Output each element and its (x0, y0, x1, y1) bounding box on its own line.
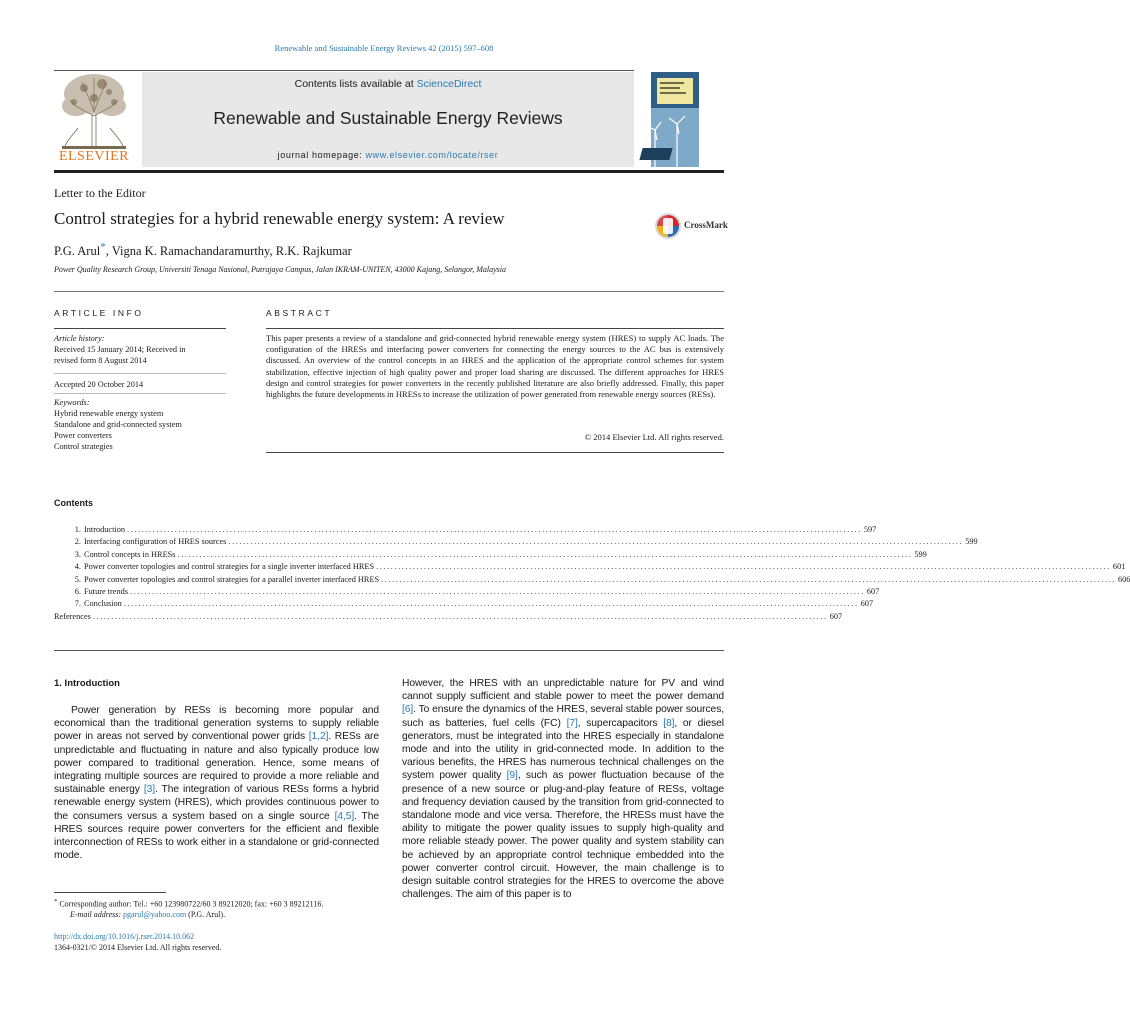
toc-page: 607 (860, 599, 874, 609)
journal-homepage-line (142, 150, 634, 160)
toc-leader: ........................................................................................................................................................................................................ (177, 549, 913, 559)
body-column-left (54, 704, 379, 862)
journal-cover-icon (651, 72, 699, 167)
abstract-copyright: © 2014 Elsevier Ltd. All rights reserved. (584, 432, 724, 442)
citation-link[interactable]: [9] (506, 770, 518, 782)
toc-page: 599 (965, 537, 978, 547)
email-suffix: (P.G. Arul). (186, 910, 226, 920)
doi-link[interactable]: http://dx.doi.org/10.1016/j.rser.2014.10.062 (54, 932, 195, 941)
tree-logo-icon (54, 72, 134, 150)
history-label: Article history: (54, 334, 105, 343)
toc-entry-references[interactable] (54, 611, 843, 623)
author-email-link[interactable]: pgarul@yahoo.com (123, 910, 187, 920)
corresponding-author-footnote (54, 897, 379, 921)
keyword-item: Standalone and grid-connected system (54, 420, 182, 429)
abstract-bottom-rule (266, 452, 724, 453)
toc-page: 606 (1117, 574, 1130, 584)
crossmark-badge[interactable] (654, 211, 728, 241)
citation-link[interactable]: [8] (663, 717, 675, 729)
citation-link[interactable]: [3] (143, 784, 155, 796)
toc-number: 7. (74, 599, 81, 609)
section-heading-introduction: 1. Introduction (54, 678, 120, 689)
toc-page: 599 (914, 549, 927, 559)
toc-entry[interactable] (54, 524, 877, 536)
keywords-label: Keywords: (54, 398, 90, 407)
keyword-item: Control strategies (54, 442, 113, 451)
toc-page: 607 (866, 586, 880, 596)
toc-label: References (54, 611, 91, 621)
journal-reference[interactable]: Renewable and Sustainable Energy Reviews 42 (2015) 597–608 (274, 43, 494, 53)
elsevier-logo[interactable] (54, 72, 134, 167)
article-info-heading: ARTICLE INFO (54, 308, 144, 318)
citation-link[interactable]: [4,5] (334, 810, 355, 822)
toc-label: Interfacing configuration of HRES sources (84, 537, 227, 547)
author-list (54, 241, 352, 259)
body-text: . To ensure the dynamics of the HRES, several stable power sources, such as batteries, fuel cells (FC) (402, 704, 724, 729)
footnote-mark: * (54, 898, 58, 905)
body-text: , supercapacitors (577, 717, 664, 729)
toc-leader: ........................................................................................................................................................................................................ (376, 562, 1111, 572)
journal-title: Renewable and Sustainable Energy Reviews (213, 108, 563, 128)
toc-number: 3. (74, 549, 81, 559)
sciencedirect-link[interactable]: ScienceDirect (416, 78, 482, 90)
toc-leader: ........................................................................................................................................................................................................ (381, 574, 1116, 584)
author-affiliation: Power Quality Research Group, Universiti Tenaga Nasional, Putrajaya Campus, Jalan IKRAM-UNITEN, 43000 Kajang, Selangor, Malaysia (54, 265, 506, 274)
body-column-right (402, 677, 724, 901)
crossmark-label: CrossMark (684, 220, 728, 230)
issn-copyright: 1364-0321/© 2014 Elsevier Ltd. All rights reserved. (54, 943, 222, 952)
toc-entry[interactable] (54, 574, 1130, 586)
toc-label: Control concepts in HRESs (84, 549, 176, 559)
toc-number: 6. (74, 586, 81, 596)
info-section-rule (54, 291, 724, 292)
keyword-item: Power converters (54, 431, 112, 440)
contents-heading: Contents (54, 498, 93, 508)
body-text: , such as power fluctuation because of the presence of a new source or plug-and-play feature of RESs, voltage and frequency deviation caused by the transition from grid-connected to standalone mode and vice versa. Therefore, the HRESs must have the ability to mitigate the power quality issues to supply high-quality and more reliable steady power. The power quality and system stability can be achieved by an appropriate control technique embedded into the power converter control circuit. However, the main challenge is to design suitable control strategies for the HRES to overcome the above challenges. The aim of this paper is to (402, 770, 724, 901)
body-text: . RESs are unpredictable and fluctuating in nature and also typically produce low power compared to traditional generation. Hence, some means of integrating multiple sources are required to provide a more reliable and sustainable energy (54, 731, 379, 796)
toc-label: Introduction (84, 525, 126, 534)
toc-number: 2. (74, 537, 81, 547)
toc-label: Future trends (84, 586, 129, 596)
abstract-heading: ABSTRACT (266, 308, 333, 318)
abstract-heading-rule (266, 328, 724, 329)
body-text: . The HRES sources require power converters for the efficient and flexible interconnection of RESs to work either in a standalone or grid-connected mode. (54, 810, 379, 862)
info-heading-rule (54, 328, 226, 329)
journal-cover-thumbnail[interactable] (651, 72, 699, 167)
toc-page: 597 (863, 525, 877, 534)
history-divider (54, 373, 226, 374)
toc-leader: ........................................................................................................................................................................................................ (123, 599, 859, 609)
accepted-divider (54, 393, 226, 394)
accepted-date: Accepted 20 October 2014 (54, 380, 144, 389)
body-text: . The integration of various RESs forms a hybrid renewable energy system (HRES), which provides continuous power to the consumers versus a system based on a single source (54, 784, 379, 822)
header-bottom-rule (54, 170, 724, 173)
history-line: revised form 8 August 2014 (54, 356, 147, 365)
history-line: Received 15 January 2014; Received in (54, 345, 186, 354)
footnote-rule (54, 892, 166, 893)
toc-number: 1. (74, 525, 81, 534)
toc-label: Power converter topologies and control strategies for a single inverter interfaced HRES (84, 562, 375, 572)
toc-entry[interactable] (54, 598, 874, 610)
other-authors: , Vigna K. Ramachandaramurthy, R.K. Rajkumar (105, 244, 352, 259)
toc-page: 607 (829, 611, 843, 621)
email-label: E-mail address: (70, 910, 124, 920)
toc-leader: ........................................................................................................................................................................................................ (92, 611, 828, 621)
body-text: Power generation by RESs is becoming more popular and economical than the traditional generation systems to supply reliable power in areas not served by conventional power grids (54, 705, 379, 743)
citation-link[interactable]: [1,2] (308, 731, 329, 743)
toc-leader: ........................................................................................................................................................................................................ (130, 586, 865, 596)
toc-leader: ........................................................................................................................................................................................................ (228, 537, 964, 547)
toc-number: 4. (74, 562, 81, 572)
article-title: Control strategies for a hybrid renewable energy system: A review (54, 209, 505, 228)
journal-banner (142, 72, 634, 167)
contents-available-line (142, 78, 634, 90)
toc-number: 5. (74, 574, 81, 584)
keyword-item: Hybrid renewable energy system (54, 409, 164, 418)
corresponding-author-mark[interactable]: * (100, 241, 106, 253)
toc-label: Conclusion (84, 599, 122, 609)
homepage-prefix: journal homepage: (277, 150, 366, 160)
body-text: However, the HRES with an unpredictable nature for PV and wind cannot supply sufficient and stable power to meet the power demand (402, 678, 724, 703)
header-top-rule (54, 70, 634, 71)
toc-entry[interactable] (54, 586, 880, 598)
toc-entry[interactable] (54, 549, 927, 561)
keywords-block (54, 397, 229, 452)
abstract-text: This paper presents a review of a standalone and grid-connected hybrid renewable energy system (HRES) to supply AC loads. The configuration of the HRESs and interfacing power converters for connecting the energy sources to the AC bus is extensively discussed. An overview of the control concepts in an HRES and the application of the appropriate control schemes for system stabilization, effective injection of high quality power and proper load sharing are discussed. The different approaches for HRES design and control strategies for power converters in the recently published literature are also briefly addressed. Finally, this paper highlights the future developments in HRESs to increase the utilization of power generated from renewable energy sources (RESs). (266, 333, 724, 400)
article-type-label: Letter to the Editor (54, 186, 146, 200)
body-top-rule (54, 650, 724, 651)
toc-page: 601 (1112, 562, 1126, 572)
citation-link[interactable]: [7] (566, 717, 578, 729)
article-history (54, 333, 229, 366)
toc-leader: ........................................................................................................................................................................................................ (127, 525, 862, 534)
toc-label: Power converter topologies and control strategies for a parallel inverter interfaced HRES (84, 574, 380, 584)
body-text: , or diesel generators, must be integrated into the HRES especially in standalone mode and into the utility in grid-connected mode. In addition to the various benefits, the HRES has numerous technical challenges on the system power quality (402, 717, 724, 782)
homepage-link[interactable]: www.elsevier.com/locate/rser (365, 150, 499, 160)
author-arul: P.G. Arul (54, 244, 101, 259)
toc-entry[interactable] (54, 561, 1126, 573)
footnote-text: Corresponding author: Tel.: +60 123980722/60 3 89212020; fax: +60 3 89212116. (57, 899, 324, 909)
elsevier-wordmark: ELSEVIER (58, 149, 130, 164)
contents-prefix: Contents lists available at (294, 78, 417, 90)
journal-header (54, 72, 634, 167)
table-of-contents (54, 524, 1130, 623)
toc-entry[interactable] (54, 536, 978, 548)
citation-link[interactable]: [6] (402, 704, 414, 716)
